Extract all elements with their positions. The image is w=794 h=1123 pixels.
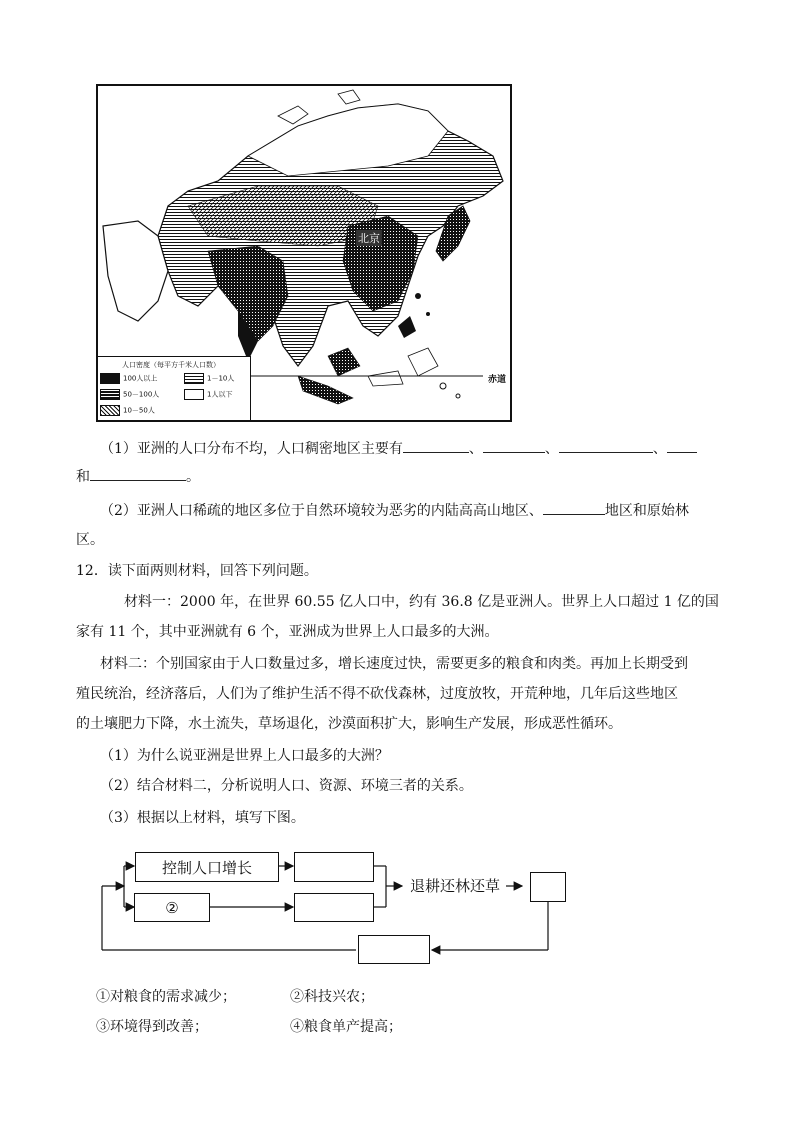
option-4: ④粮食单产提高； [290, 1019, 402, 1035]
beijing-label: 北京 [358, 232, 380, 245]
answer-blank[interactable] [667, 438, 697, 453]
q11-part1-line2: 和 。 [76, 466, 200, 487]
legend-swatch [100, 373, 120, 384]
answer-box-bottom[interactable] [294, 893, 374, 922]
answer-blank[interactable] [403, 438, 469, 453]
legend-swatch [184, 373, 204, 384]
answer-box-top[interactable] [294, 852, 374, 882]
option-2: ②科技兴农； [290, 989, 374, 1005]
legend-item-low: 10－50人 [100, 405, 155, 416]
legend-title: 人口密度（每平方千米人口数） [122, 361, 220, 369]
answer-blank[interactable] [543, 500, 605, 515]
answer-blank[interactable] [90, 466, 186, 481]
q12-heading: 12．读下面两则材料，回答下列问题。 [76, 563, 318, 579]
q12-sub3: （3）根据以上材料，填写下图。 [100, 810, 305, 826]
material1-line1: 材料一：2000 年，在世界 60.55 亿人口中，约有 36.8 亿是亚洲人。世界上人口超过 1 亿的国 [124, 594, 719, 610]
answer-box-right[interactable] [530, 872, 566, 902]
q11-part2-line2: 区。 [76, 532, 104, 548]
material2-line3: 的土壤肥力下降，水土流失，草场退化，沙漠面积扩大，影响生产发展，形成恶性循环。 [76, 716, 622, 732]
box-control-population: 控制人口增长 [135, 852, 279, 882]
map-legend [98, 356, 251, 422]
legend-item-mid: 50－100人 [100, 389, 159, 400]
answer-box-bottom-loop[interactable] [358, 935, 430, 964]
legend-swatch [100, 389, 120, 400]
equator-label: 赤道 [488, 375, 507, 385]
material2-line2: 殖民统治，经济落后，人们为了维护生活不得不砍伐森林，过度放牧，开荒种地，几年后这些地区 [76, 686, 678, 702]
legend-swatch [100, 405, 120, 416]
q11-part2-line1: （2）亚洲人口稀疏的地区多位于自然环境较为恶劣的内陆高高山地区、 地区和原始林 [100, 500, 689, 521]
answer-blank[interactable] [559, 438, 653, 453]
q12-sub2: （2）结合材料二，分析说明人口、资源、环境三者的关系。 [100, 778, 473, 794]
legend-item-empty: 1人以下 [184, 389, 232, 400]
legend-item-sparse: 1－10人 [184, 373, 234, 384]
q11-part1-line1: （1）亚洲的人口分布不均，人口稠密地区主要有 、 、 、 [100, 438, 697, 459]
q12-sub1: （1）为什么说亚洲是世界上人口最多的大洲？ [100, 748, 389, 764]
material2-line1: 材料二：个别国家由于人口数量过多，增长速度过快，需要更多的粮食和肉类。再加上长期受到 [100, 656, 688, 672]
asia-population-density-map [96, 84, 512, 422]
legend-item-dense: 100人以上 [100, 373, 157, 384]
material1-line2: 家有 11 个，其中亚洲就有 6 个，亚洲成为世界上人口最多的大洲。 [76, 624, 499, 640]
box-circle2: ② [134, 893, 210, 922]
legend-swatch [184, 389, 204, 400]
label-return-farmland: 退耕还林还草 [410, 877, 501, 895]
option-3: ③环境得到改善； [96, 1019, 208, 1035]
answer-blank[interactable] [483, 438, 545, 453]
option-1: ①对粮食的需求减少； [96, 989, 236, 1005]
